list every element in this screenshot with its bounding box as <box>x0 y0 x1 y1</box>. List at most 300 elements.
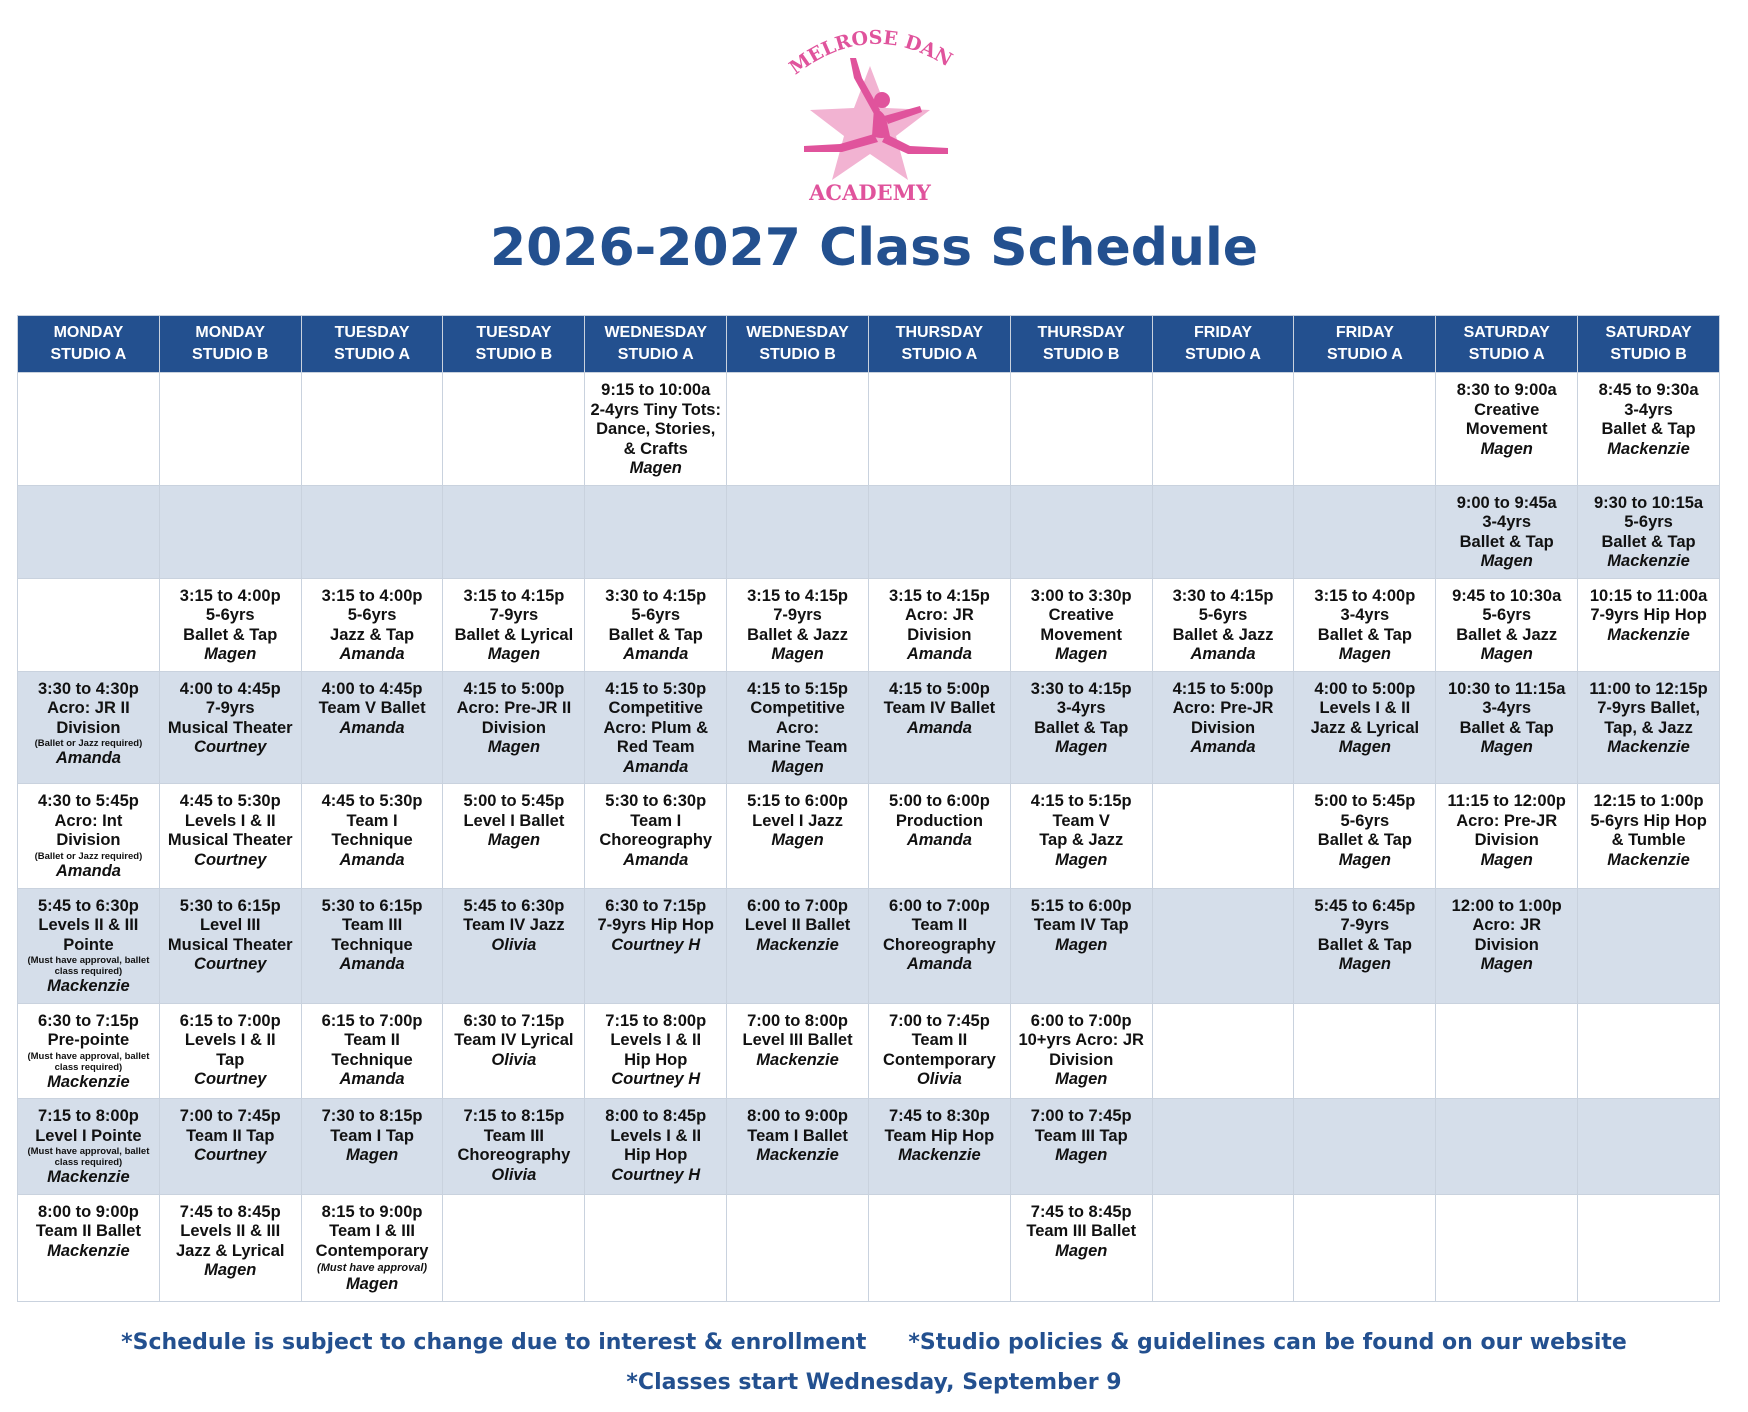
class-time: 3:15 to 4:15p <box>463 586 565 605</box>
instructor-name: Amanda <box>906 831 972 850</box>
class-time: 4:00 to 5:00p <box>1314 679 1416 698</box>
instructor-name: Courtney H <box>611 1165 701 1184</box>
instructor-name: Amanda <box>1190 738 1256 757</box>
instructor-name: Magen <box>1480 645 1533 664</box>
empty-cell <box>1152 1003 1294 1098</box>
class-name-line: Acro: Int <box>54 811 123 830</box>
class-name-line: Team II Ballet <box>35 1222 141 1241</box>
class-time: 3:00 to 3:30p <box>1030 586 1132 605</box>
empty-cell <box>1578 1194 1720 1301</box>
column-header-day: FRIDAY <box>1193 324 1253 341</box>
class-cell <box>159 1003 301 1098</box>
class-name-line: Pointe <box>63 935 114 954</box>
instructor-name: Magen <box>1055 1070 1108 1089</box>
class-name-line: Acro: JR II <box>47 699 130 718</box>
class-name-line: 2-4yrs Tiny Tots: <box>590 400 721 419</box>
instructor-name: Amanda <box>55 749 121 768</box>
class-time: 3:15 to 4:15p <box>747 586 848 605</box>
class-time: 4:15 to 5:00p <box>463 679 565 698</box>
class-name-line: Jazz & Lyrical <box>175 1241 285 1260</box>
class-name-line: Team I Ballet <box>747 1126 848 1145</box>
logo-graphic <box>770 18 970 210</box>
class-time: 11:00 to 12:15p <box>1589 679 1708 698</box>
table-row <box>18 485 1720 578</box>
class-time: 8:00 to 9:00p <box>37 1202 139 1221</box>
class-cell <box>727 578 869 671</box>
class-name-line: Musical Theater <box>167 935 293 954</box>
class-cell <box>585 888 727 1003</box>
class-name-line: Acro: Pre-JR <box>1172 699 1274 718</box>
class-name-line: Technique <box>331 831 413 850</box>
footer-notes-line <box>0 1330 1748 1355</box>
class-time: 7:45 to 8:45p <box>1030 1202 1132 1221</box>
class-cell <box>301 784 443 888</box>
class-requirement-note: (Must have approval, ballet class required) <box>27 955 150 977</box>
class-cell <box>727 1099 869 1194</box>
class-name-line: Acro: Pre-JR II <box>456 699 572 718</box>
column-header-day: THURSDAY <box>1037 324 1125 341</box>
class-name-line: 5-6yrs <box>205 606 255 625</box>
class-time: 5:45 to 6:30p <box>463 896 565 915</box>
instructor-name: Magen <box>1338 955 1391 973</box>
empty-cell <box>727 373 869 486</box>
class-cell <box>868 888 1010 1003</box>
class-cell <box>868 671 1010 784</box>
class-time: 8:00 to 9:00p <box>747 1107 848 1126</box>
class-cell <box>443 784 585 888</box>
class-name-line: 7-9yrs Ballet, <box>1597 699 1700 718</box>
column-header-studio: STUDIO A <box>1326 346 1403 363</box>
empty-cell <box>1294 1099 1436 1194</box>
class-cell <box>18 1003 160 1098</box>
instructor-name: Olivia <box>491 1165 537 1184</box>
instructor-name: Courtney H <box>611 1070 701 1089</box>
class-time: 6:30 to 7:15p <box>605 896 707 915</box>
class-name-line: 5-6yrs <box>1624 513 1673 532</box>
table-body <box>18 373 1720 1302</box>
instructor-name: Magen <box>629 459 682 477</box>
instructor-name: Mackenzie <box>47 1072 130 1091</box>
instructor-name: Magen <box>1055 645 1108 664</box>
class-name-line: Ballet & Tap <box>183 625 278 644</box>
instructor-name: Magen <box>1055 1241 1108 1260</box>
empty-cell <box>1436 1194 1578 1301</box>
column-header <box>301 316 443 373</box>
class-name-line: Acro: Pre-JR <box>1456 811 1558 830</box>
empty-cell <box>1294 1194 1436 1301</box>
column-header <box>1152 316 1294 373</box>
class-name-line: Division <box>1474 831 1539 850</box>
class-name-line: Levels II & III <box>38 916 139 934</box>
class-name-line: Creative <box>1048 606 1114 625</box>
class-name-line: Team V <box>1052 811 1110 830</box>
class-cell <box>1578 784 1720 888</box>
class-name-line: Levels I & II <box>610 1031 702 1050</box>
class-name-line: Level I Pointe <box>35 1126 142 1145</box>
class-name-line: Musical Theater <box>167 831 293 850</box>
class-name-line: Movement <box>1465 420 1548 438</box>
class-name-line: Team Hip Hop <box>884 1126 995 1145</box>
class-time: 3:15 to 4:00p <box>1314 586 1416 605</box>
class-cell <box>1152 578 1294 671</box>
instructor-name: Courtney <box>194 738 267 757</box>
table-row <box>18 1194 1720 1301</box>
empty-cell <box>1152 1194 1294 1301</box>
logo-text-top: MELROSE DAN <box>785 26 957 80</box>
empty-cell <box>443 373 585 486</box>
column-header-day: SATURDAY <box>1605 324 1692 341</box>
class-name-line: 7-9yrs <box>205 699 255 718</box>
empty-cell <box>727 485 869 578</box>
empty-cell <box>727 1194 869 1301</box>
class-time: 5:00 to 6:00p <box>888 792 990 811</box>
class-name-line: Contemporary <box>882 1050 996 1069</box>
class-cell <box>1578 373 1720 486</box>
class-name-line: Tap <box>216 1050 245 1069</box>
instructor-name: Mackenzie <box>898 1146 981 1165</box>
class-cell <box>1436 888 1578 1003</box>
instructor-name: Courtney H <box>611 935 701 954</box>
empty-cell <box>443 485 585 578</box>
class-name-line: Division <box>56 718 121 737</box>
empty-cell <box>1294 1003 1436 1098</box>
class-name-line: Team III <box>483 1126 544 1145</box>
class-time: 5:45 to 6:45p <box>1314 896 1416 915</box>
class-time: 6:15 to 7:00p <box>179 1011 281 1030</box>
class-name-line: Levels I & II <box>184 1031 276 1050</box>
class-time: 7:45 to 8:30p <box>888 1107 990 1126</box>
class-cell <box>18 671 160 784</box>
class-name-line: 7-9yrs <box>773 606 822 625</box>
class-name-line: Ballet & Tap <box>1601 532 1696 551</box>
class-cell <box>1294 784 1436 888</box>
table-row <box>18 578 1720 671</box>
empty-cell <box>1578 1099 1720 1194</box>
class-time: 7:00 to 7:45p <box>888 1011 990 1030</box>
class-time: 8:15 to 9:00p <box>321 1202 423 1221</box>
class-time: 3:30 to 4:15p <box>605 586 707 605</box>
class-time: 8:45 to 9:30a <box>1598 381 1699 399</box>
instructor-name: Courtney <box>194 850 267 869</box>
class-name-line: 5-6yrs <box>631 606 681 625</box>
class-cell <box>1010 1003 1152 1098</box>
class-time: 4:15 to 5:30p <box>605 679 707 698</box>
instructor-name: Magen <box>487 738 541 757</box>
column-header-studio: STUDIO A <box>1185 346 1261 363</box>
class-cell <box>1010 1099 1152 1194</box>
class-time: 4:00 to 4:45p <box>321 679 423 698</box>
class-cell <box>1010 578 1152 671</box>
empty-cell <box>159 373 301 486</box>
class-time: 3:30 to 4:15p <box>1172 586 1274 605</box>
star-shape <box>810 66 930 180</box>
class-cell <box>18 1099 160 1194</box>
class-name-line: 5-6yrs <box>1482 606 1531 625</box>
class-name-line: Ballet & Tap <box>1317 935 1412 954</box>
class-name-line: Team I <box>630 811 682 830</box>
class-name-line: 5-6yrs Hip Hop <box>1590 811 1707 830</box>
class-cell <box>1294 888 1436 1003</box>
class-name-line: Tap & Jazz <box>1039 831 1124 850</box>
instructor-name: Magen <box>771 645 824 664</box>
empty-cell <box>1152 784 1294 888</box>
class-name-line: Technique <box>331 1050 413 1069</box>
class-name-line: Ballet & Tap <box>1317 625 1412 644</box>
instructor-name: Mackenzie <box>47 977 130 995</box>
instructor-name: Amanda <box>906 955 972 973</box>
instructor-name: Mackenzie <box>47 1168 130 1187</box>
class-name-line: Team II <box>911 916 968 934</box>
class-name-line: Ballet & Lyrical <box>454 625 574 644</box>
class-cell <box>727 888 869 1003</box>
table-row <box>18 373 1720 486</box>
class-cell <box>1010 1194 1152 1301</box>
instructor-name: Magen <box>1338 738 1391 757</box>
empty-cell <box>1294 485 1436 578</box>
class-name-line: Ballet & Tap <box>1317 831 1412 850</box>
class-cell <box>1010 784 1152 888</box>
column-header-studio: STUDIO A <box>334 346 410 363</box>
class-time: 8:30 to 9:00a <box>1456 381 1557 399</box>
class-time: 5:15 to 6:00p <box>1030 896 1132 915</box>
empty-cell <box>301 373 443 486</box>
table-row <box>18 1099 1720 1194</box>
class-name-line: Levels II & III <box>180 1222 281 1241</box>
class-cell <box>443 888 585 1003</box>
class-cell <box>1436 373 1578 486</box>
class-cell <box>18 784 160 888</box>
class-time: 4:15 to 5:00p <box>888 679 990 698</box>
class-time: 5:30 to 6:15p <box>179 896 281 915</box>
empty-cell <box>1152 485 1294 578</box>
class-cell <box>159 1194 301 1301</box>
class-time: 3:30 to 4:15p <box>1030 679 1132 698</box>
class-cell <box>159 888 301 1003</box>
class-cell <box>18 1194 160 1301</box>
class-cell <box>301 1003 443 1098</box>
class-name-line: Team IV Ballet <box>883 699 996 718</box>
class-name-line: Dance, Stories, <box>596 420 716 438</box>
class-name-line: Division <box>1049 1050 1114 1069</box>
class-time: 5:15 to 6:00p <box>747 792 848 811</box>
class-name-line: Level II Ballet <box>744 916 851 934</box>
instructor-name: Magen <box>345 1146 399 1165</box>
instructor-name: Magen <box>1480 850 1533 869</box>
class-cell <box>301 578 443 671</box>
class-name-line: Level III Ballet <box>742 1031 853 1050</box>
class-time: 10:30 to 11:15a <box>1447 679 1566 698</box>
class-cell <box>159 784 301 888</box>
class-cell <box>1578 578 1720 671</box>
column-header <box>1010 316 1152 373</box>
instructor-name: Magen <box>1055 935 1108 954</box>
instructor-name: Amanda <box>339 1070 405 1089</box>
column-header <box>1578 316 1720 373</box>
empty-cell <box>1152 373 1294 486</box>
class-name-line: Team I Tap <box>330 1126 414 1145</box>
class-cell <box>159 671 301 784</box>
instructor-name: Mackenzie <box>756 935 839 954</box>
class-cell <box>1010 888 1152 1003</box>
class-name-line: Level III <box>199 916 261 934</box>
instructor-name: Magen <box>487 831 541 850</box>
instructor-name: Magen <box>204 645 257 664</box>
instructor-name: Magen <box>345 1275 399 1294</box>
class-name-line: Jazz & Tap <box>330 625 415 644</box>
column-header <box>1294 316 1436 373</box>
class-time: 4:15 to 5:15p <box>1030 792 1132 811</box>
class-name-line: Production <box>895 811 983 830</box>
class-name-line: Team II <box>911 1031 968 1050</box>
class-cell <box>585 373 727 486</box>
class-cell <box>301 888 443 1003</box>
column-header-studio: STUDIO B <box>1042 346 1120 363</box>
instructor-name: Amanda <box>906 645 972 664</box>
instructor-name: Magen <box>1480 738 1533 757</box>
class-name-line: 3-4yrs <box>1482 699 1531 718</box>
instructor-name: Magen <box>771 757 824 776</box>
class-time: 7:15 to 8:00p <box>605 1011 707 1030</box>
class-name-line: Acro: JR <box>1472 916 1542 934</box>
class-requirement-note: (Must have approval, ballet class required) <box>27 1050 150 1073</box>
table-row <box>18 784 1720 888</box>
class-time: 3:15 to 4:00p <box>321 586 423 605</box>
instructor-name: Olivia <box>916 1070 962 1089</box>
instructor-name: Amanda <box>55 861 121 880</box>
column-header-day: WEDNESDAY <box>604 324 707 341</box>
class-time: 9:15 to 10:00a <box>601 381 711 399</box>
class-time: 7:15 to 8:15p <box>463 1107 565 1126</box>
dancer-silhouette <box>804 58 948 154</box>
class-name-line: Choreography <box>883 935 996 954</box>
instructor-name: Amanda <box>339 645 405 664</box>
class-time: 7:15 to 8:00p <box>37 1107 139 1126</box>
empty-cell <box>1578 1003 1720 1098</box>
class-time: 6:30 to 7:15p <box>37 1011 139 1030</box>
column-header-studio: STUDIO B <box>475 346 553 363</box>
class-name-line: & Tumble <box>1611 831 1686 850</box>
class-cell <box>1152 671 1294 784</box>
empty-cell <box>301 485 443 578</box>
class-cell <box>727 1003 869 1098</box>
class-name-line: Creative <box>1474 400 1540 419</box>
class-name-line: 7-9yrs <box>1340 916 1390 934</box>
class-name-line: Division <box>907 625 972 644</box>
class-time: 9:45 to 10:30a <box>1452 586 1562 605</box>
class-name-line: Choreography <box>599 831 713 850</box>
column-header-studio: STUDIO A <box>50 346 127 363</box>
class-cell <box>443 578 585 671</box>
class-time: 3:30 to 4:30p <box>37 679 139 698</box>
class-cell <box>18 888 160 1003</box>
empty-cell <box>159 485 301 578</box>
column-header-day: THURSDAY <box>895 324 984 341</box>
instructor-name: Mackenzie <box>47 1241 130 1260</box>
class-name-line: Levels I & II <box>610 1126 702 1145</box>
column-header-day: WEDNESDAY <box>746 324 849 341</box>
class-cell <box>443 1099 585 1194</box>
class-time: 5:00 to 5:45p <box>1314 792 1416 811</box>
instructor-name: Mackenzie <box>1607 850 1690 869</box>
column-header-day: TUESDAY <box>334 324 410 341</box>
empty-cell <box>1294 373 1436 486</box>
class-time: 7:00 to 7:45p <box>1030 1107 1132 1126</box>
class-time: 6:15 to 7:00p <box>321 1011 423 1030</box>
column-header-day: MONDAY <box>195 324 266 341</box>
class-name-line: Levels I & II <box>184 811 276 830</box>
column-header <box>727 316 869 373</box>
instructor-name: Mackenzie <box>756 1050 839 1069</box>
class-name-line: Competitive <box>750 699 845 718</box>
class-name-line: Team IV Tap <box>1033 916 1129 934</box>
class-cell <box>727 784 869 888</box>
empty-cell <box>1436 1099 1578 1194</box>
class-name-line: Division <box>56 831 121 850</box>
instructor-name: Magen <box>1480 439 1533 458</box>
column-header-day: SATURDAY <box>1463 324 1550 341</box>
class-name-line: Ballet & Tap <box>608 625 703 644</box>
class-name-line: 5-6yrs <box>347 606 397 625</box>
class-name-line: Team I & III <box>329 1222 416 1241</box>
class-name-line: Hip Hop <box>624 1146 688 1165</box>
class-time: 5:30 to 6:15p <box>321 896 423 915</box>
class-time: 11:15 to 12:00p <box>1447 792 1566 811</box>
empty-cell <box>18 578 160 671</box>
instructor-name: Magen <box>1338 850 1391 869</box>
empty-cell <box>1436 1003 1578 1098</box>
class-requirement-note: (Ballet or Jazz required) <box>34 850 143 862</box>
class-cell <box>868 1003 1010 1098</box>
instructor-name: Amanda <box>623 850 689 869</box>
class-time: 12:00 to 1:00p <box>1451 896 1562 915</box>
table-row <box>18 671 1720 784</box>
class-cell <box>585 1099 727 1194</box>
class-cell <box>1436 578 1578 671</box>
class-name-line: Red Team <box>616 738 695 757</box>
class-name-line: Level I Ballet <box>463 811 565 830</box>
empty-cell <box>1152 1099 1294 1194</box>
column-header <box>443 316 585 373</box>
class-name-line: Division <box>481 718 546 737</box>
class-name-line: 5-6yrs <box>1198 606 1248 625</box>
class-name-line: Competitive <box>608 699 703 718</box>
class-cell <box>301 1099 443 1194</box>
class-time: 3:15 to 4:00p <box>179 586 281 605</box>
class-name-line: Team I <box>346 811 398 830</box>
column-header <box>868 316 1010 373</box>
logo-text-bottom: ACADEMY <box>809 180 931 205</box>
empty-cell <box>1152 888 1294 1003</box>
class-cell <box>585 784 727 888</box>
class-schedule-table <box>17 315 1720 1302</box>
class-name-line: Acro: <box>776 718 820 737</box>
instructor-name: Amanda <box>623 757 689 776</box>
instructor-name: Amanda <box>339 718 405 737</box>
class-time: 8:00 to 8:45p <box>605 1107 707 1126</box>
class-name-line: Team III Tap <box>1034 1126 1128 1145</box>
class-name-line: 7-9yrs <box>489 606 539 625</box>
class-time: 7:45 to 8:45p <box>179 1202 281 1221</box>
class-name-line: Acro: JR <box>905 606 974 625</box>
empty-cell <box>18 485 160 578</box>
class-cell <box>1436 485 1578 578</box>
class-time: 4:30 to 5:45p <box>37 792 139 811</box>
instructor-name: Amanda <box>623 645 689 664</box>
empty-cell <box>1578 888 1720 1003</box>
column-header <box>159 316 301 373</box>
class-name-line: 3-4yrs <box>1624 400 1673 419</box>
class-time: 9:00 to 9:45a <box>1456 493 1557 512</box>
